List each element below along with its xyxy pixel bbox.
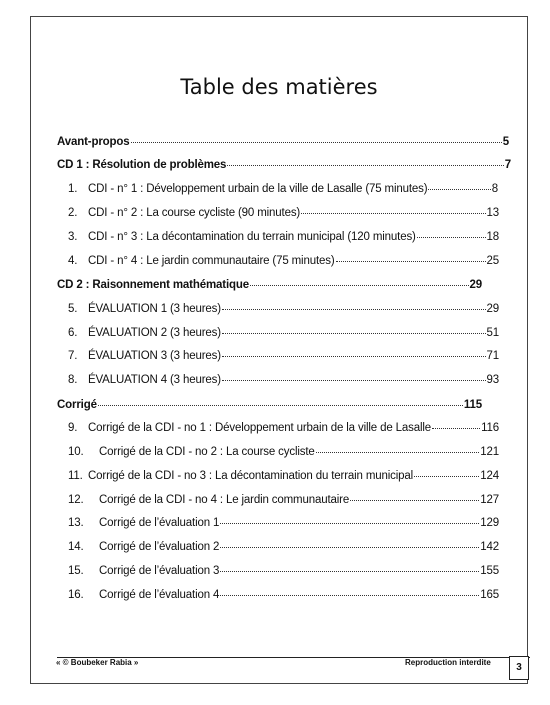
toc-entry-number: 13. bbox=[68, 517, 84, 529]
footer-copyright: « © Boubeker Rabia » bbox=[56, 658, 139, 667]
dot-leader bbox=[220, 571, 479, 572]
dot-leader bbox=[220, 547, 479, 548]
toc-entry-page: 165 bbox=[480, 589, 499, 601]
toc-entry-page: 127 bbox=[480, 494, 499, 506]
toc-entry[interactable] bbox=[68, 350, 499, 362]
toc-entry-page: 142 bbox=[480, 541, 499, 553]
toc-entry-number: 3. bbox=[68, 231, 78, 243]
dot-leader bbox=[98, 405, 463, 406]
dot-leader bbox=[350, 500, 479, 501]
toc-entry-number: 7. bbox=[68, 350, 78, 362]
dot-leader bbox=[301, 213, 485, 214]
toc-entry[interactable] bbox=[68, 589, 499, 601]
toc-entry-page: 29 bbox=[486, 303, 499, 315]
toc-entry-number: 9. bbox=[68, 422, 78, 434]
toc-entry-page: 115 bbox=[463, 399, 482, 411]
toc-entry-label: CD 2 : Raisonnement mathématique bbox=[57, 279, 250, 291]
toc-entry[interactable] bbox=[68, 422, 499, 434]
dot-leader bbox=[220, 595, 479, 596]
toc-entry[interactable] bbox=[68, 231, 499, 243]
dot-leader bbox=[336, 261, 486, 262]
toc-entry[interactable] bbox=[57, 159, 511, 171]
dot-leader bbox=[316, 452, 480, 453]
toc-entry-label: Corrigé bbox=[57, 399, 97, 411]
toc-entry[interactable] bbox=[68, 374, 499, 386]
toc-entry-label: Corrigé de l’évaluation 1 bbox=[99, 517, 220, 529]
toc-entry[interactable] bbox=[68, 183, 498, 195]
toc-entry-label: ÉVALUATION 2 (3 heures) bbox=[88, 327, 221, 339]
toc-entry-page: 5 bbox=[502, 136, 509, 148]
toc-entry-number: 10. bbox=[68, 446, 84, 458]
page-number: 3 bbox=[509, 656, 529, 680]
toc-entry-page: 25 bbox=[486, 255, 499, 267]
toc-entry[interactable] bbox=[68, 541, 499, 553]
toc-entry[interactable] bbox=[57, 279, 482, 291]
toc-entry[interactable] bbox=[68, 255, 499, 267]
dot-leader bbox=[222, 356, 486, 357]
toc-entry-page: 124 bbox=[480, 470, 499, 482]
dot-leader bbox=[222, 333, 486, 334]
toc-entry-page: 129 bbox=[480, 517, 499, 529]
toc-entry-page: 116 bbox=[481, 422, 499, 434]
toc-entry-page: 51 bbox=[486, 327, 499, 339]
toc-entry-label: CDI - n° 4 : Le jardin communautaire (75 minutes) bbox=[88, 255, 335, 267]
dot-leader bbox=[222, 309, 486, 310]
toc-entry-number: 5. bbox=[68, 303, 78, 315]
dot-leader bbox=[432, 428, 480, 429]
dot-leader bbox=[428, 189, 490, 190]
toc-entry[interactable] bbox=[68, 207, 499, 219]
toc-entry-page: 29 bbox=[469, 279, 482, 291]
toc-entry-page: 13 bbox=[486, 207, 499, 219]
dot-leader bbox=[222, 380, 486, 381]
toc-entry-page: 71 bbox=[486, 350, 499, 362]
toc-entry[interactable] bbox=[68, 565, 499, 577]
toc-entry-number: 8. bbox=[68, 374, 78, 386]
toc-entry-page: 7 bbox=[504, 159, 511, 171]
toc-entry-label: CDI - n° 3 : La décontamination du terrain municipal (120 minutes) bbox=[88, 231, 416, 243]
toc-entry-label: Corrigé de la CDI - no 2 : La course cycliste bbox=[99, 446, 315, 458]
toc-entry-number: 15. bbox=[68, 565, 84, 577]
toc-entry[interactable] bbox=[68, 327, 499, 339]
toc-entry-label: CDI - n° 2 : La course cycliste (90 minutes) bbox=[88, 207, 301, 219]
toc-entry-number: 16. bbox=[68, 589, 84, 601]
toc-entry[interactable] bbox=[68, 470, 499, 482]
toc-entry-label: Avant-propos bbox=[57, 136, 130, 148]
page-title: Table des matières bbox=[180, 75, 378, 99]
toc-entry[interactable] bbox=[57, 399, 482, 411]
toc-entry-label: Corrigé de l’évaluation 2 bbox=[99, 541, 220, 553]
dot-leader bbox=[227, 165, 503, 166]
toc-entry[interactable] bbox=[68, 303, 499, 315]
toc-entry-label: Corrigé de la CDI - no 3 : La décontamination du terrain municipal bbox=[88, 470, 414, 482]
toc-entry-label: Corrigé de l’évaluation 3 bbox=[99, 565, 220, 577]
footer-notice: Reproduction interdite bbox=[405, 658, 491, 667]
toc-entry-label: Corrigé de la CDI - no 4 : Le jardin communautaire bbox=[99, 494, 350, 506]
toc-entry-label: ÉVALUATION 1 (3 heures) bbox=[88, 303, 221, 315]
dot-leader bbox=[414, 476, 479, 477]
toc-entry-label: Corrigé de la CDI - no 1 : Développement urbain de la ville de Lasalle bbox=[88, 422, 432, 434]
toc-entry-number: 6. bbox=[68, 327, 78, 339]
toc-entry[interactable] bbox=[68, 517, 499, 529]
dot-leader bbox=[131, 142, 502, 143]
document-page bbox=[30, 16, 528, 684]
toc-entry-page: 8 bbox=[491, 183, 498, 195]
dot-leader bbox=[250, 285, 468, 286]
toc-entry-page: 18 bbox=[486, 231, 499, 243]
toc-entry[interactable] bbox=[57, 136, 509, 148]
toc-entry-number: 12. bbox=[68, 494, 84, 506]
toc-entry-number: 14. bbox=[68, 541, 84, 553]
toc-entry-label: ÉVALUATION 4 (3 heures) bbox=[88, 374, 221, 386]
toc-entry-page: 93 bbox=[486, 374, 499, 386]
dot-leader bbox=[220, 523, 479, 524]
toc-entry[interactable] bbox=[68, 446, 499, 458]
dot-leader bbox=[417, 237, 486, 238]
toc-entry[interactable] bbox=[68, 494, 499, 506]
toc-entry-label: ÉVALUATION 3 (3 heures) bbox=[88, 350, 221, 362]
toc-entry-number: 2. bbox=[68, 207, 78, 219]
toc-entry-number: 4. bbox=[68, 255, 78, 267]
toc-entry-number: 11. bbox=[68, 470, 83, 482]
toc-entry-label: CD 1 : Résolution de problèmes bbox=[57, 159, 227, 171]
toc-entry-number: 1. bbox=[68, 183, 78, 195]
toc-entry-label: CDI - n° 1 : Développement urbain de la ville de Lasalle (75 minutes) bbox=[88, 183, 428, 195]
toc-entry-page: 155 bbox=[480, 565, 499, 577]
toc-entry-page: 121 bbox=[480, 446, 499, 458]
toc-entry-label: Corrigé de l’évaluation 4 bbox=[99, 589, 220, 601]
